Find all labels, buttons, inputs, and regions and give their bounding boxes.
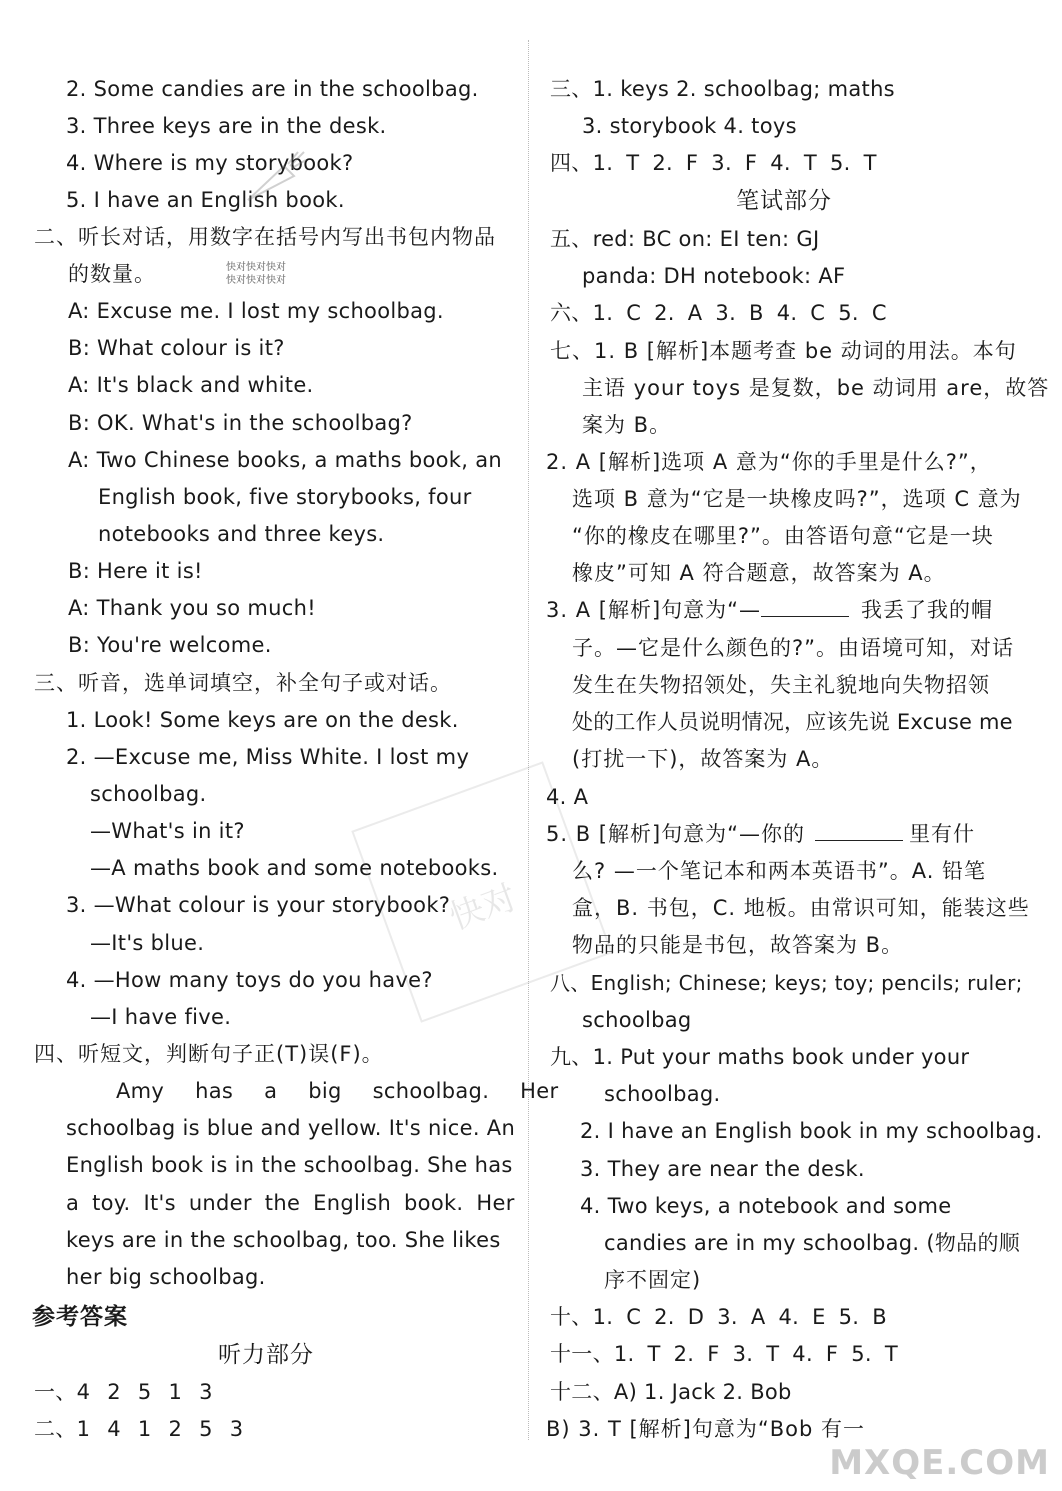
dialogue-line: B: Here it is! [68,559,203,583]
explanation-line: B) 3. T [解析]句意为“Bob 有一 [546,1417,866,1441]
explanation-line [546,819,975,849]
answer-line: 3. storybook 4. toys [582,114,797,138]
text-line: 1. Look! Some keys are on the desk. [66,708,459,732]
answer-line: 九、1. Put your maths book under your [550,1045,970,1069]
explanation-line: (打扰一下)，故答案为 A。 [572,747,834,771]
answer-line: panda: DH notebook: AF [582,264,846,288]
text-line: 5. I have an English book. [66,188,345,212]
explanation-text: 3. A [解析]句意为“— [546,598,762,622]
listening-section-title: 听力部分 [218,1342,314,1368]
section-heading: 四、听短文，判断句子正(T)误(F)。 [34,1042,384,1066]
answer-line: 序不固定) [604,1268,702,1292]
fill-blank [761,596,849,617]
answer-line: 十一、1. T 2. F 3. T 4. F 5. T [550,1342,898,1366]
text-line: —I have five. [90,1005,232,1029]
text-line: 的数量。 [68,262,156,286]
answer-line: 四、1. T 2. F 3. F 4. T 5. T [550,151,877,175]
text-line: —It's blue. [90,931,205,955]
explanation-line: 选项 B 意为“它是一块橡皮吗?”，选项 C 意为 [572,487,1022,511]
answer-line: 十二、A) 1. Jack 2. Bob [550,1380,792,1404]
explanation-line: 盒，B. 书包，C. 地板。由常识可知，能装这些 [572,896,1030,920]
answer-line: candies are in my schoolbag. (物品的顺 [604,1231,1021,1255]
text-line: 4. Where is my storybook? [66,151,354,175]
text-line: —A maths book and some notebooks. [90,856,499,880]
passage-line: Amy has a big schoolbag. Her [116,1079,559,1103]
dialogue-line: English book, five storybooks, four [98,485,472,509]
answer-key-title: 参考答案 [32,1304,128,1330]
answer-line: 十、1. C 2. D 3. A 4. E 5. B [550,1305,887,1329]
carrot-watermark-icon [240,148,310,208]
answer-line: 一、4 2 5 1 3 [34,1380,213,1404]
explanation-line: 2. A [解析]选项 A 意为“你的手里是什么?”， [546,450,992,474]
explanation-line: 主语 your toys 是复数，be 动词用 are，故答 [582,376,1050,400]
dialogue-line: A: Excuse me. I lost my schoolbag. [68,299,444,323]
written-section-title: 笔试部分 [736,188,832,214]
answer-line: 三、1. keys 2. schoolbag; maths [550,77,895,101]
column-divider [528,40,529,1440]
answer-line: 五、red: BC on: EI ten: GJ [550,227,820,251]
answer-line: 2. I have an English book in my schoolbag. [580,1119,1043,1143]
explanation-line: 子。—它是什么颜色的?”。由语境可知，对话 [572,636,1015,660]
dialogue-line: A: Two Chinese books, a maths book, an [68,448,502,472]
text-line: schoolbag. [90,782,207,806]
dialogue-line: A: Thank you so much! [68,596,316,620]
text-line: —What's in it? [90,819,245,843]
passage-line: English book is in the schoolbag. She has [66,1153,513,1177]
explanation-line: 案为 B。 [582,413,672,437]
passage-line: a toy. It's under the English book. Her [66,1191,515,1215]
answer-line: 4. A [546,785,589,809]
text-line: 2. Some candies are in the schoolbag. [66,77,479,101]
dialogue-line: A: It's black and white. [68,373,314,397]
explanation-line: 么? —一个笔记本和两本英语书”。A. 铅笔 [572,859,987,883]
passage-line: keys are in the schoolbag, too. She likes [66,1228,501,1252]
text-line: 3. Three keys are in the desk. [66,114,387,138]
answer-line: 4. Two keys, a notebook and some [580,1194,952,1218]
text-line: 2. —Excuse me, Miss White. I lost my [66,745,470,769]
watermark-small-text: 快对快对快对 [226,275,286,286]
explanation-text: 里有什 [909,822,976,846]
explanation-line: 处的工作人员说明情况，应该先说 Excuse me [572,710,1013,734]
site-logo-watermark: MXQE.COM [829,1443,1050,1483]
section-heading: 二、听长对话，用数字在括号内写出书包内物品 [34,225,496,249]
dialogue-line: B: OK. What's in the schoolbag? [68,411,413,435]
explanation-text: 5. B [解析]句意为“—你的 [546,822,806,846]
explanation-text: 我丢了我的帽 [861,598,994,622]
explanation-line: 橡皮”可知 A 符合题意，故答案为 A。 [572,561,946,585]
answer-line: 六、1. C 2. A 3. B 4. C 5. C [550,301,887,325]
dialogue-line: B: What colour is it? [68,336,285,360]
fill-blank [815,820,903,841]
explanation-line: “你的橡皮在哪里?”。由答语句意“它是一块 [572,524,994,548]
explanation-line: 物品的只能是书包，故答案为 B。 [572,933,904,957]
answer-line: 二、1 4 1 2 5 3 [34,1417,244,1441]
watermark-stamp-text: 快对 [444,877,522,939]
text-line: 4. —How many toys do you have? [66,968,433,992]
dialogue-line: B: You're welcome. [68,633,272,657]
passage-line: her big schoolbag. [66,1265,266,1289]
answer-line: schoolbag [582,1008,692,1032]
explanation-line [546,595,993,625]
section-heading: 三、听音，选单词填空，补全句子或对话。 [34,671,452,695]
text-line: 3. —What colour is your storybook? [66,893,451,917]
explanation-line: 七、1. B [解析]本题考查 be 动词的用法。本句 [550,339,1017,363]
answer-line: 3. They are near the desk. [580,1157,865,1181]
dialogue-line: notebooks and three keys. [98,522,385,546]
explanation-line: 发生在失物招领处，失主礼貌地向失物招领 [572,673,990,697]
answer-line: 八、English; Chinese; keys; toy; pencils; ruler; [550,971,1023,995]
answer-line: schoolbag. [604,1082,721,1106]
watermark-small-text: 快对快对快对 [226,262,286,273]
passage-line: schoolbag is blue and yellow. It's nice. An [66,1116,516,1140]
